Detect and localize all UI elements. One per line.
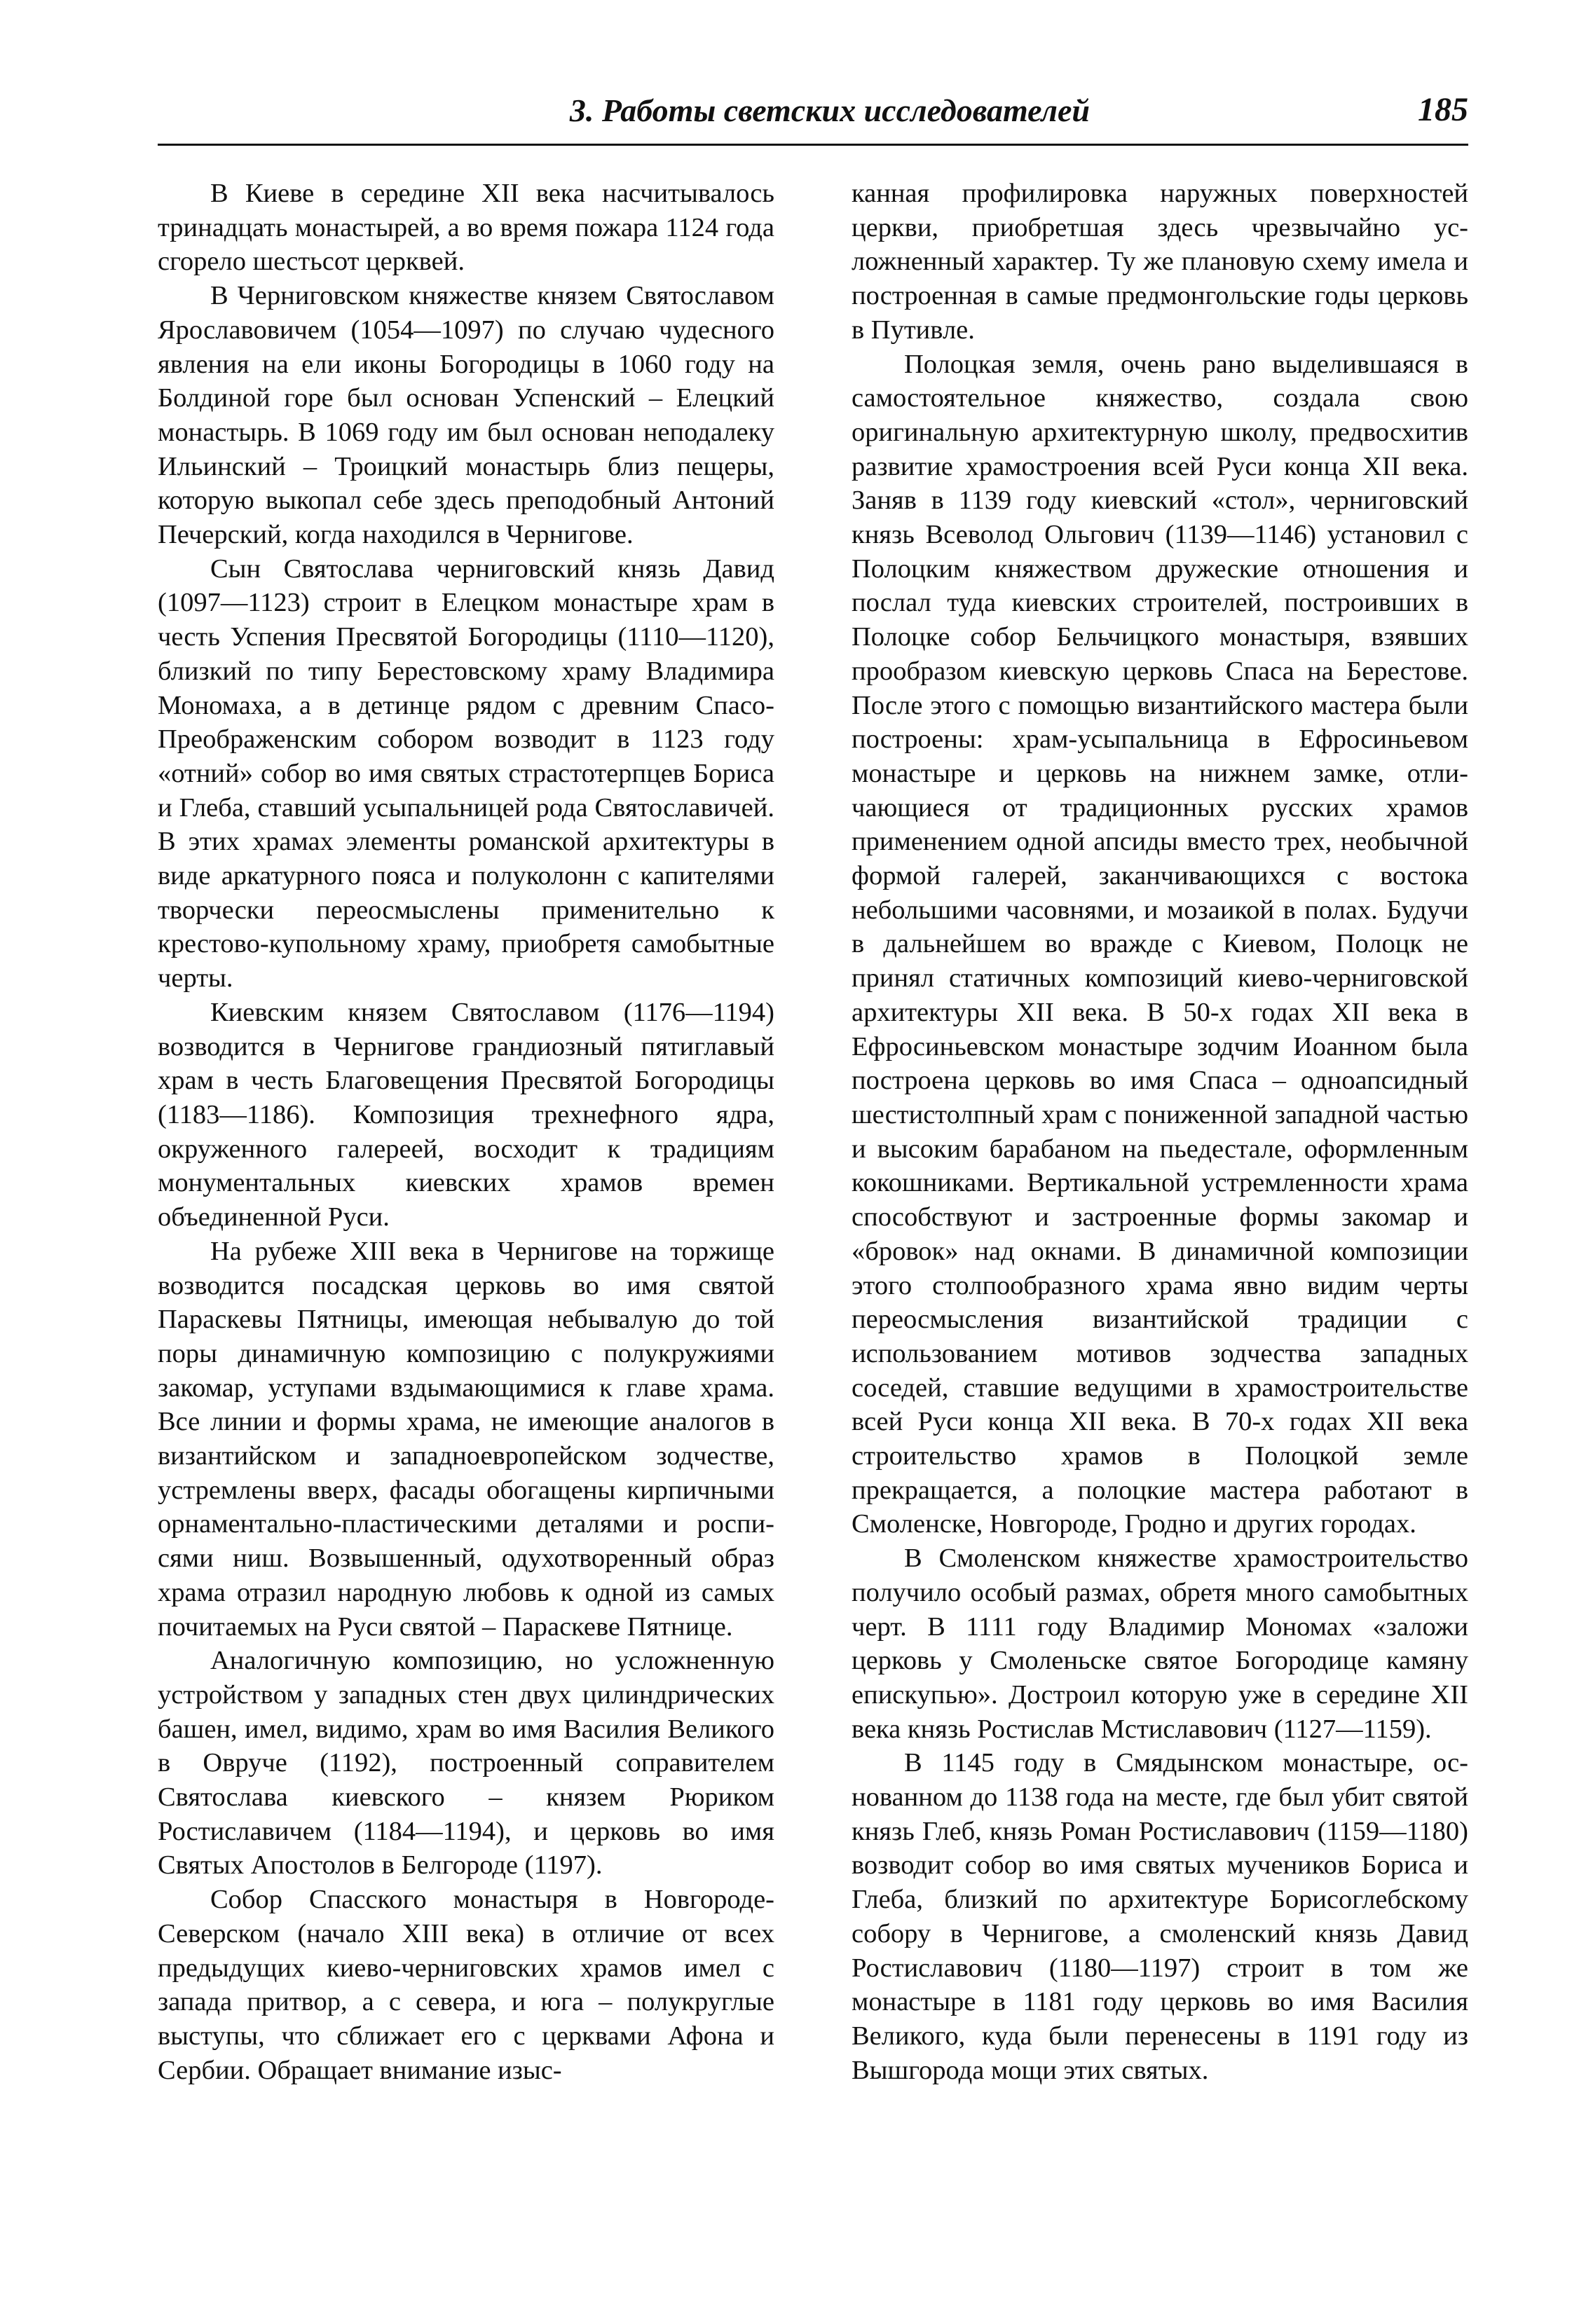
paragraph: Аналогичную композицию, но усложненную устройством у западных стен двух цилиндрических башен, имел, видимо, храм во имя Василия Великого в Овруче (1192), построенный соправителем Святослава киевского – князем Рюриком Ростиславичем (1184—1194), и церковь во имя Святых Апостолов в Белгороде (1197).: [158, 1646, 774, 1880]
paragraph: На рубеже XIII века в Чернигове на торжище возводится посадская церковь во имя святой Параскевы Пятницы, имеющая небывалую до той поры динамичную композицию с полукружиями закомар, уступами вздымающимися к главе храма. Все линии и формы храма, не имеющие аналогов в византийском и западноевропейском зодчестве, устремлены вверх, фасады обогащены кирпичными орнаментально-пластическими деталями и росписями ниш. Возвышенный, одухотворенный образ храма отразил народную любовь к одной из самых почитаемых на Руси святой – Параскеве Пятнице.: [158, 1236, 774, 1642]
paragraph: В Смоленском княжестве храмостроительство получило особый размах, обретя много самобытных черт. В 1111 году Владимир Мономах «заложи церковь у Смоленьске святое Богородице камяну епискупью». Достроил которую уже в середине XII века князь Ростислав Мстиславович (1127—1159).: [852, 1543, 1468, 1744]
left-column: [158, 177, 774, 2087]
paragraph-continued: канная профилировка наружных поверхностей церкви, приобретшая здесь чрезвычайно усложненный характер. Ту же плановую схему имела и построенная в самые предмонгольские годы церковь в Путивле.: [852, 179, 1468, 345]
paragraph: Собор Спасского монастыря в Новгороде-Северском (начало XIII века) в отличие от всех предыдущих киево-черниговских храмов имел с запада притвор, а с севера, и юга – полукруглые выступы, что сближает его с церквами Афона и Сербии. Обращает внимание изыс-: [158, 1885, 774, 2085]
right-column: [852, 177, 1468, 2087]
page-number: 185: [1418, 91, 1468, 128]
paragraph: Киевским князем Святославом (1176—1194) возводится в Чернигове грандиозный пятиглавый храм в честь Благовещения Пресвятой Богородицы (1183—1186). Композиция трехнефного ядра, окруженного галереей, восходит к традициям монументальных киевских храмов времен объединенной Руси.: [158, 997, 774, 1232]
paragraph: В 1145 году в Смядынском монастыре, основанном до 1138 года на месте, где был убит святой князь Глеб, князь Роман Ростиславович (1159—1180) возводит собор во имя святых мучеников Бориса и Глеба, близкий по архитектуре Борисоглебскому собору в Чернигове, а смоленский князь Давид Ростиславович (1180—1197) строит в том же монастыре в 1181 году церковь во имя Василия Великого, куда были перенесены в 1191 году из Вышгорода мощи этих святых.: [852, 1748, 1468, 2085]
paragraph: В Черниговском княжестве князем Святославом Ярославовичем (1054—1097) по случаю чудесного явления на ели иконы Богородицы в 1060 году на Болдиной горе был основан Успенский – Елецкий монастырь. В 1069 году им был основан неподалеку Ильинский – Троицкий монастырь близ пещеры, которую выкопал себе здесь преподобный Антоний Печерский, когда находился в Чернигове.: [158, 281, 774, 550]
paragraph: В Киеве в середине XII века насчитывалось тринадцать монастырей, а во время пожара 1124 года сгорело шестьсот церквей.: [158, 179, 774, 277]
chapter-title: 3. Работы светских исследователей: [569, 92, 1090, 128]
paragraph: Полоцкая земля, очень рано выделившаяся в самостоятельное княжество, создала свою оригинальную архитектурную школу, предвосхитив развитие храмостроения всей Руси конца XII века. Заняв в 1139 году киевский «стол», черниговский князь Всеволод Ольгович (1139—1146) установил с Полоцким княжеством дружеские отношения и послал туда киевских строителей, построивших в Полоцке собор Бельчицкого монастыря, взявших прообразом киевскую церковь Спаса на Берестове. После этого с помощью византийского мастера были построены: храм-усыпальница в Ефросиньевом монастыре и церковь на нижнем замке, отличающиеся от традиционных русских храмов применением одной апсиды вместо трех, необычной формой галерей, заканчивающихся с востока небольшими часовнями, и мозаикой в полах. Будучи в дальнейшем во вражде с Киевом, Полоцк не принял статичных композиций киево-черниговской архитектуры XII века. В 50-х годах XII века в Ефросиньевском монастыре зодчим Иоанном была построена церковь во имя Спаса – одноапсидный шестистолпный храм с пониженной западной частью и высоким барабаном на пьедестале, оформленным кокошниками. Вертикальной устремленности храма способствуют и застроенные формы закомар и «бровок» над окнами. В динамичной композиции этого столпообразного храма явно видим черты переосмысления византийской традиции с использованием мотивов зодчества западных соседей, ставшие ведущими в храмостроительстве всей Руси конца XII века. В 70-х годах XII века строительство храмов в Полоцкой земле прекращается, а полоцкие мастера работают в Смоленске, Новгороде, Гродно и других городах.: [852, 349, 1468, 1539]
running-header: [158, 88, 1468, 146]
paragraph: Сын Святослава черниговский князь Давид (1097—1123) строит в Елецком монастыре храм в честь Успения Пресвятой Богородицы (1110—1120), близкий по типу Берестовскому храму Владимира Мономаха, а в детинце рядом с древним Спасо-Преображенским собором возводит в 1123 году «отний» собор во имя святых страстотерпцев Бориса и Глеба, ставший усыпальницей рода Святославичей. В этих храмах элементы романской архитектуры в виде аркатурного пояса и полуколонн с капителями творчески переосмыслены применительно к крестово-купольному храму, приобретя самобытные черты.: [158, 554, 774, 993]
